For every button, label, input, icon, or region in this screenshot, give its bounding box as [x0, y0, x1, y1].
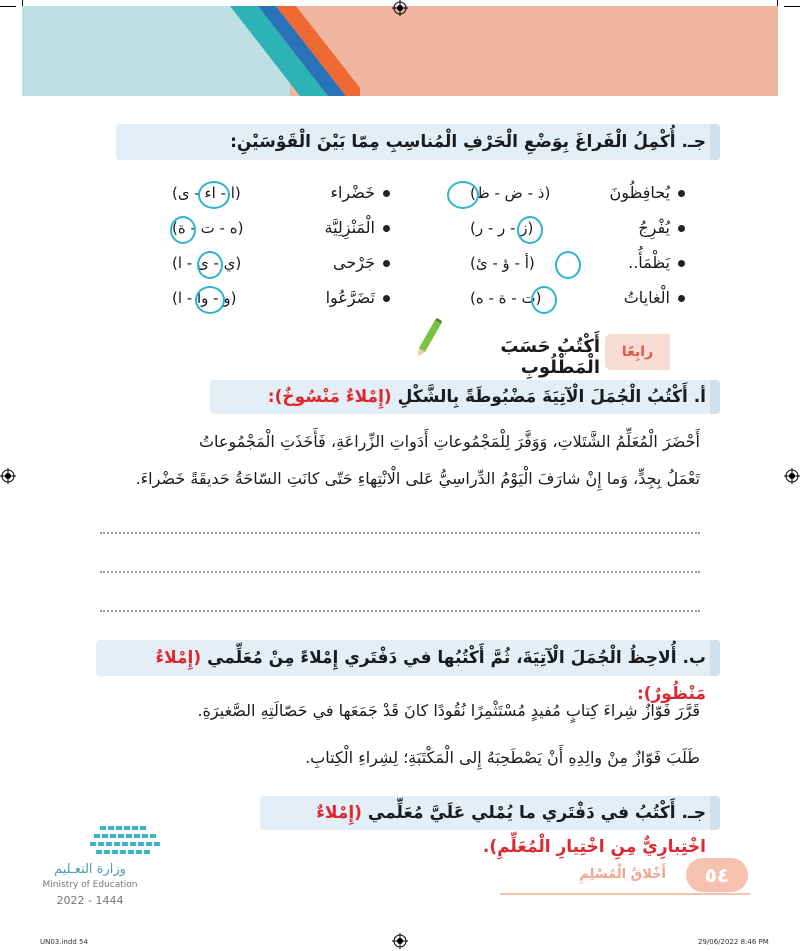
- slug-file: UN03.indd 54: [40, 938, 88, 946]
- section-b-instruction: ب. أُلاحِظُ الْجُمَلَ الْآتِيَةَ، ثُمَّ أَكْتُبُها في دَفْتَري إِمْلاءً مِنْ مُعَلِّمي: [207, 648, 706, 668]
- section-a-banner: [210, 380, 720, 414]
- footer-section-title: أَخْلاقُ الْمُسْلِمِ: [579, 867, 666, 882]
- ministry-name-en: Ministry of Education: [42, 880, 138, 890]
- registration-mark-icon: [0, 468, 16, 484]
- slug-date: 29/06/2022 8:46 PM: [698, 938, 769, 946]
- ministry-name-ar: وزارة التعـليم: [54, 862, 126, 877]
- exercise-item: خَضْراء: [330, 183, 390, 202]
- exercise-choices: (ز - ر - ر): [470, 219, 534, 237]
- section-c-banner: [116, 124, 720, 160]
- section-c-instruction: جـ. أُكْمِلُ الْفَراغَ بِوَضْعِ الْحَرْفِ الْمُناسِبِ مِمّا بَيْنَ الْقَوْسَيْنِ:: [230, 132, 706, 152]
- section-c2-instruction: جـ. أَكْتُبُ في دَفْتَري ما يُمْلي عَلَيَّ مُعَلِّمي: [367, 803, 706, 823]
- exercise-item: جَرْحى: [333, 253, 390, 272]
- exercise-choices: (ذ - ض - ظ): [470, 184, 551, 202]
- writing-line: [100, 610, 700, 612]
- section-a-tag: (إِمْلاءٌ مَنْسُوخٌ):: [267, 387, 392, 407]
- paragraph-line: طَلَبَ فَوّازٌ مِنْ والِدِهِ أَنْ يَصْطَحِبَهُ إِلى الْمَكْتَبَةِ؛ لِشِراءِ الْكِتابِ.: [305, 748, 700, 767]
- paragraph-line: قَرَّرَ فَوّازٌ شِراءَ كِتابٍ مُفيدٍ مُسْتَثْمِرًا نُقُودًا كانَ قَدْ جَمَعَها في حَصّالَتِهِ الصَّغيرَةِ.: [197, 701, 700, 720]
- section-c2-tag: (إِمْلاءٌ اخْتِبارِيٌّ مِنِ اخْتِيارِ الْمُعَلِّمِ).: [316, 803, 706, 857]
- exercise-item: يَظْمَأُ..: [628, 253, 685, 272]
- section-c2-banner: [260, 796, 720, 857]
- section-tab: رابِعًا: [605, 334, 670, 370]
- exercise-choices: (ا - اء - ى): [172, 184, 241, 202]
- crop-mark: [784, 6, 800, 7]
- answer-circle: [198, 181, 230, 209]
- answer-circle: [555, 251, 581, 279]
- exercise-item: يُحافِظُونَ: [610, 183, 685, 202]
- registration-mark-icon: [392, 0, 408, 16]
- crop-mark: [777, 0, 778, 6]
- answer-circle: [197, 251, 223, 279]
- ministry-logo-icon: [86, 820, 164, 858]
- footer-rule: [500, 893, 750, 895]
- header-band-peach: [290, 6, 778, 96]
- exercise-choices: (ه - ت - ة): [172, 219, 244, 237]
- answer-circle: [447, 181, 479, 209]
- section-b-tag: (إِمْلاءٌ مَنْظُورٌ):: [155, 648, 706, 704]
- answer-circle: [517, 216, 543, 244]
- edition-year: 2022 - 1444: [56, 894, 124, 907]
- paragraph-line: تَعْمَلُ بِجِدٍّ، وَما إِنْ شارَفَ الْيَوْمُ الدِّراسِيُّ عَلى الْانْتِهاءِ حَتّى كانَتِ السّاحَةُ حَديقَةً خَضْراءَ.: [135, 469, 700, 488]
- exercise-item: يُفْرِجُ: [638, 218, 685, 237]
- exercise-item: تَضَرَّعُوا: [326, 288, 390, 307]
- answer-circle: [195, 286, 225, 314]
- exercise-choices: (ي - ى - ا): [172, 254, 242, 272]
- registration-mark-icon: [784, 468, 800, 484]
- exercise-choices: (ت - ة - ه): [470, 289, 542, 307]
- section-a-instruction: أ. أَكْتُبُ الْجُمَلَ الْآتِيَةَ مَضْبُوطَةً بِالشَّكْلِ: [397, 387, 706, 407]
- answer-circle: [531, 286, 557, 314]
- exercise-item: الْغاياتُ: [624, 288, 685, 307]
- section-b-banner: [96, 640, 720, 704]
- exercise-choices: (و - وا - ا): [172, 289, 237, 307]
- paragraph-line: أَحْضَرَ الْمُعَلِّمُ الشَّتَلاتِ، وَوَفَّرَ لِلْمَجْمُوعاتِ أَدَواتِ الزِّراعَةِ، فَأَخَذَتِ الْمَجْمُوعاتُ: [198, 432, 700, 451]
- answer-circle: [170, 216, 196, 244]
- pencil-icon: [415, 318, 443, 358]
- section-title: أَكْتُبُ حَسَبَ الْمَطْلُوبِ: [500, 336, 600, 378]
- crop-mark: [22, 0, 23, 6]
- registration-mark-icon: [392, 933, 408, 949]
- header-stripes: [200, 6, 360, 96]
- writing-line: [100, 571, 700, 573]
- exercise-choices: (أ - ؤ - ئ): [470, 254, 535, 272]
- exercise-item: الْمَنْزِلِيَّة: [324, 218, 390, 237]
- page-number: ٥٤: [686, 858, 748, 892]
- writing-line: [100, 532, 700, 534]
- crop-mark: [0, 6, 16, 7]
